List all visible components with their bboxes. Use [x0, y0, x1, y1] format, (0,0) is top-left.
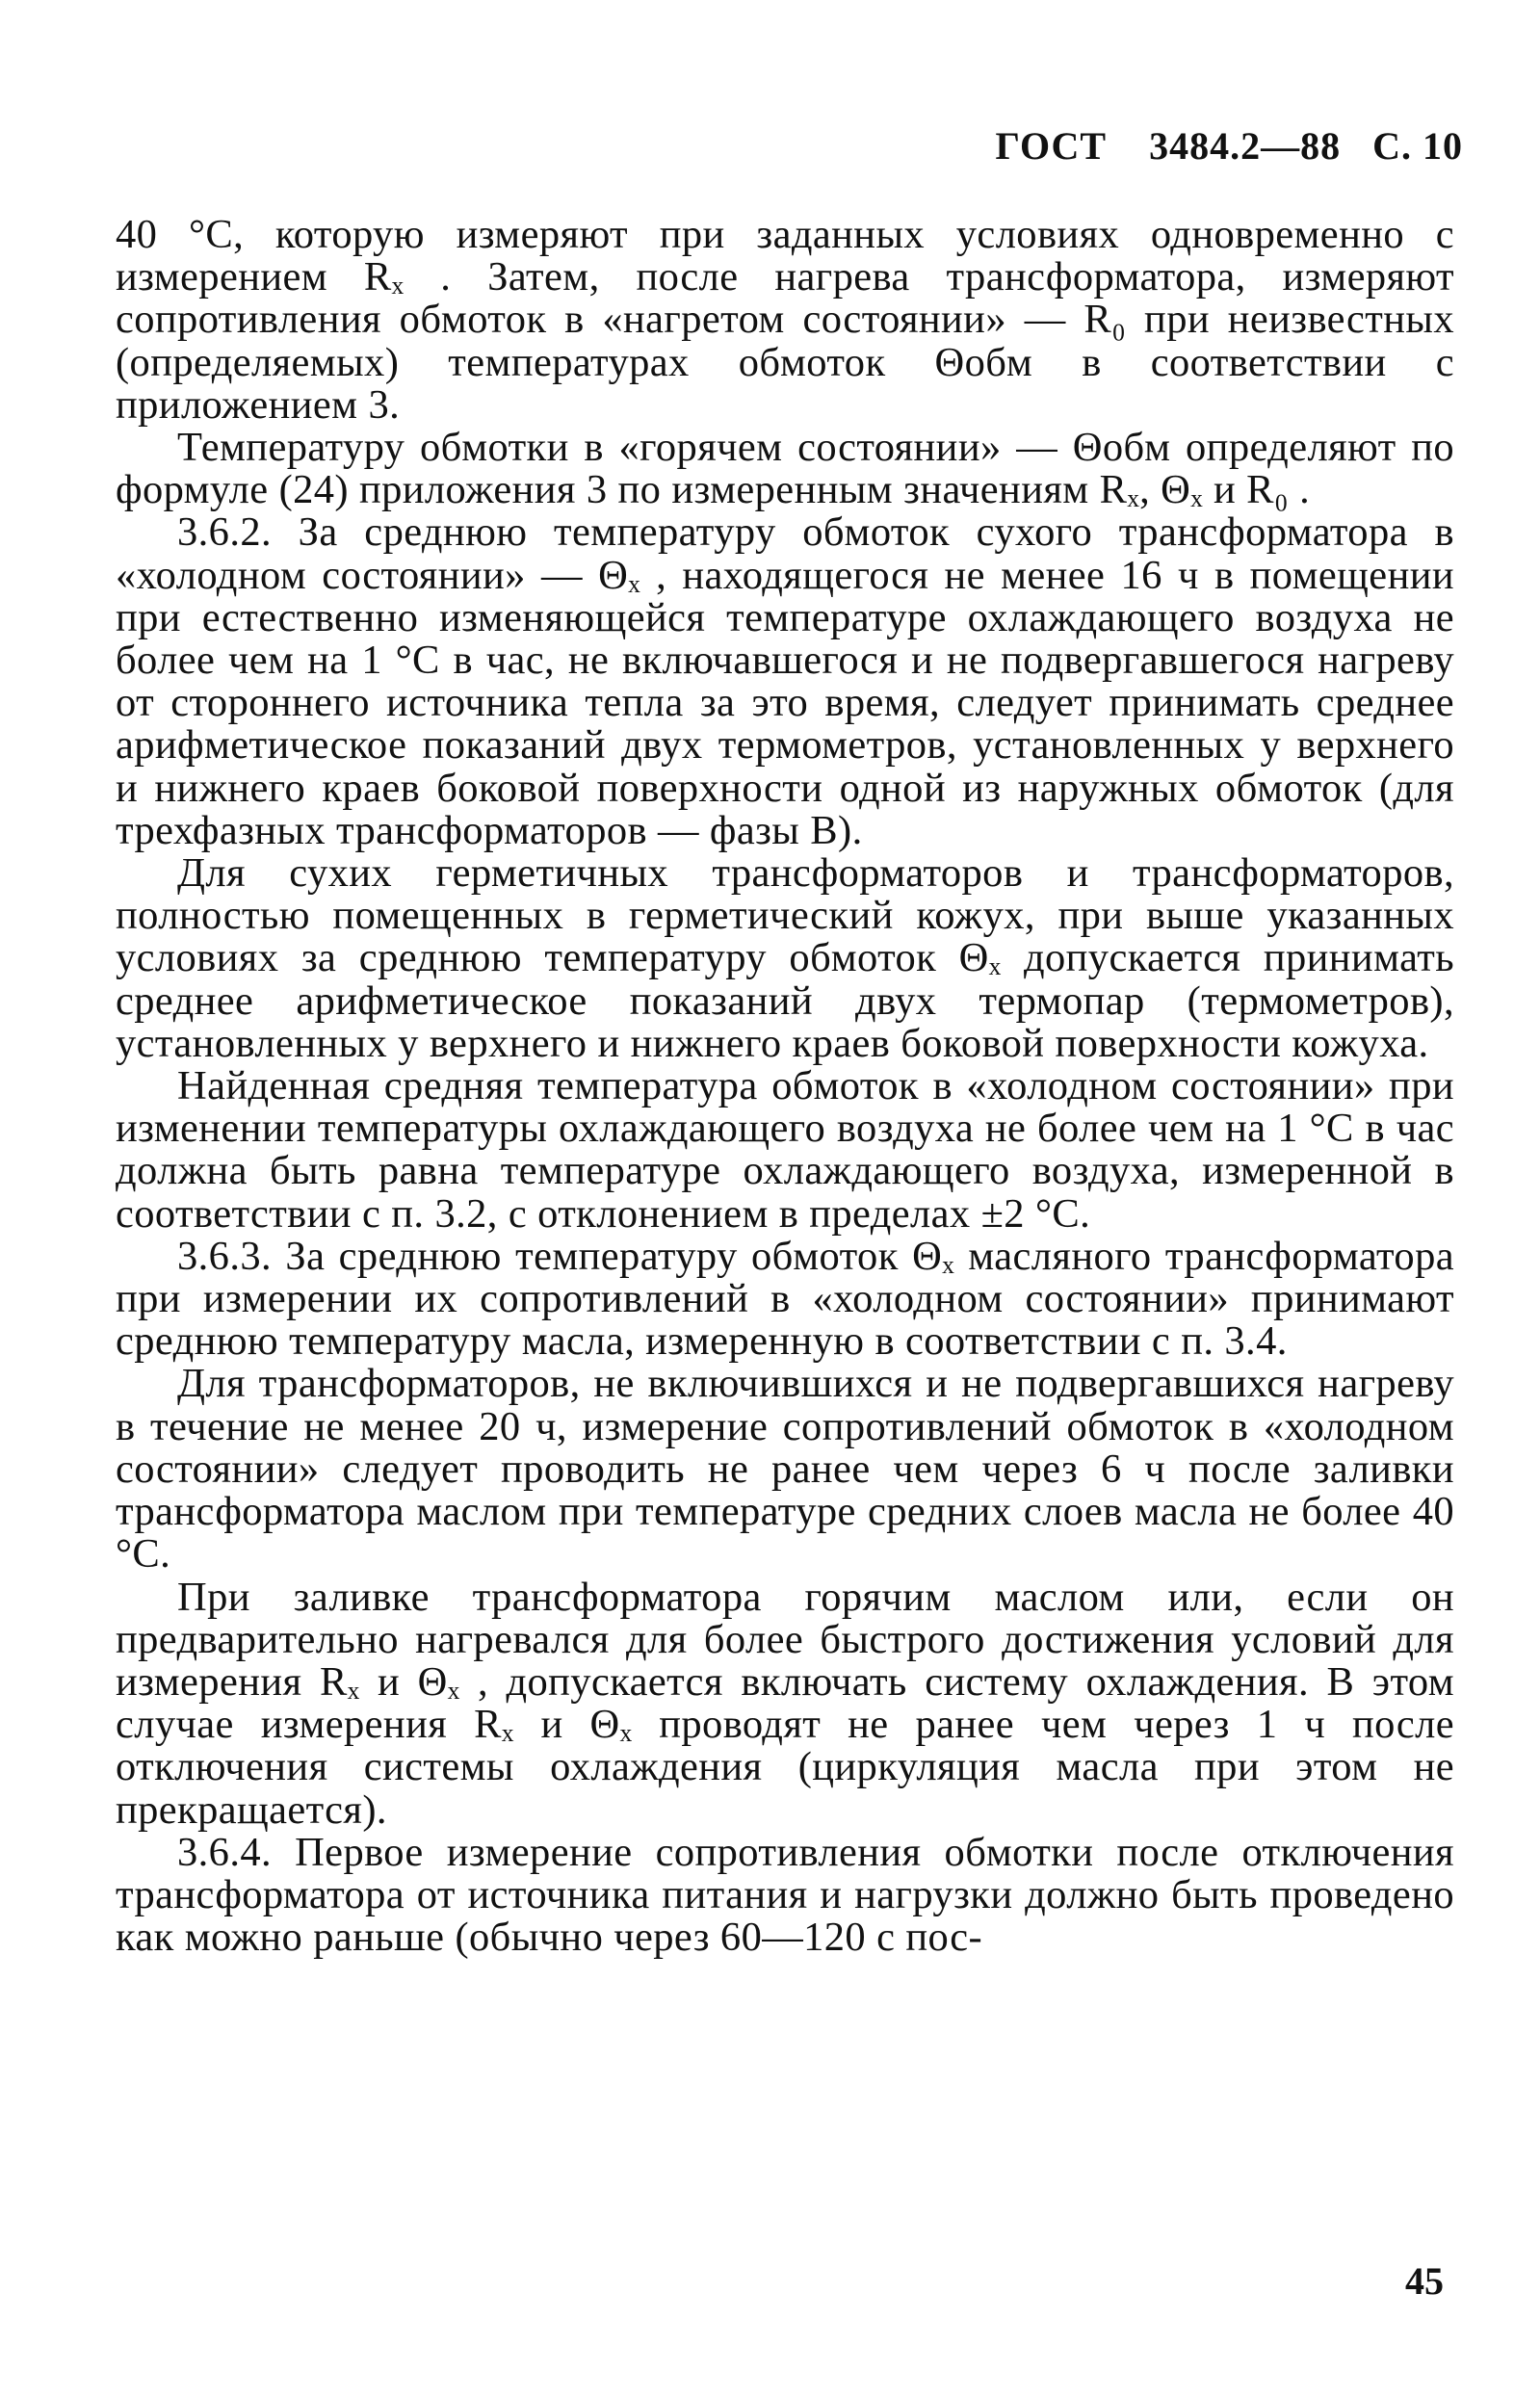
standard-code: 3484.2—88: [1149, 124, 1342, 168]
paragraph-3-6-3: 3.6.3. За среднюю температуру обмоток Θₓ масляного трансформатора при измерении их сопротивлений в «холодном состоянии» принимают среднюю температуру масла, измеренную в соответствии с п. 3.4.: [116, 1233, 1454, 1365]
paragraph-3-6-2: 3.6.2. За среднюю температуру обмоток сухого трансформатора в «холодном состоянии» — Θₓ , находящегося не менее 16 ч в помещении при естественно изменяющейся температуре охлаждающего воздуха не более чем на 1 °С в час, не включавшегося и не подвергавшегося нагреву от стороннего источника тепла за это время, следует принимать среднее арифметическое показаний двух термометров, установленных у верхнего и нижнего краев боковой поверхности одной из наружных обмоток (для трехфазных трансформаторов — фазы В).: [116, 509, 1454, 853]
paragraph-continuation: 40 °С, которую измеряют при заданных условиях одновременно с измерением Rₓ . Затем, после нагрева трансформатора, измеряют сопротивления обмоток в «нагретом состоянии» — R₀ при неизвестных (определяемых) температурах обмоток Θобм в соответствии с приложением 3.: [116, 212, 1454, 428]
paragraph-cold-state: Найденная средняя температура обмоток в «холодном состоянии» при изменении температуры охлаждающего воздуха не более чем на 1 °С в час должна быть равна температуре охлаждающего воздуха, измеренной в соответствии с п. 3.2, с отклонением в пределах ±2 °С.: [116, 1063, 1454, 1237]
paragraph-oil-fill: Для трансформаторов, не включившихся и не подвергавшихся нагреву в течение не менее 20 ч, измерение сопротивлений обмоток в «холодном состоянии» следует проводить не ранее чем через 6 ч после заливки трансформатора маслом при температуре средних слоев масла не более 40 °С.: [116, 1361, 1454, 1577]
page-number: 45: [1405, 2259, 1444, 2303]
paragraph-3-6-4: 3.6.4. Первое измерение сопротивления обмотки после отключения трансформатора от источника питания и нагрузки должно быть проведено как можно раньше (обычно через 60—120 с пос-: [116, 1829, 1454, 1961]
standard-label: ГОСТ: [995, 124, 1108, 168]
page-label: С. 10: [1372, 124, 1463, 168]
paragraph-hot-state: Температуру обмотки в «горячем состоянии» — Θобм определяют по формуле (24) приложения 3 по измеренным значениям Rₓ, Θₓ и R₀ .: [116, 425, 1454, 513]
paragraph-hot-oil: При заливке трансформатора горячим маслом или, если он предварительно нагревался для более быстрого достижения условий для измерения Rₓ и Θₓ , допускается включать систему охлаждения. В этом случае измерения Rₓ и Θₓ проводят не ранее чем через 1 ч после отключения системы охлаждения (циркуляция масла при этом не прекращается).: [116, 1574, 1454, 1833]
page-header: [995, 123, 1463, 169]
paragraph-hermetic: Для сухих герметичных трансформаторов и трансформаторов, полностью помещенных в герметический кожух, при выше указанных условиях за среднюю температуру обмоток Θₓ допускается принимать среднее арифметическое показаний двух термопар (термометров), установленных у верхнего и нижнего краев боковой поверхности кожуха.: [116, 850, 1454, 1066]
body-text: [116, 214, 1454, 1959]
